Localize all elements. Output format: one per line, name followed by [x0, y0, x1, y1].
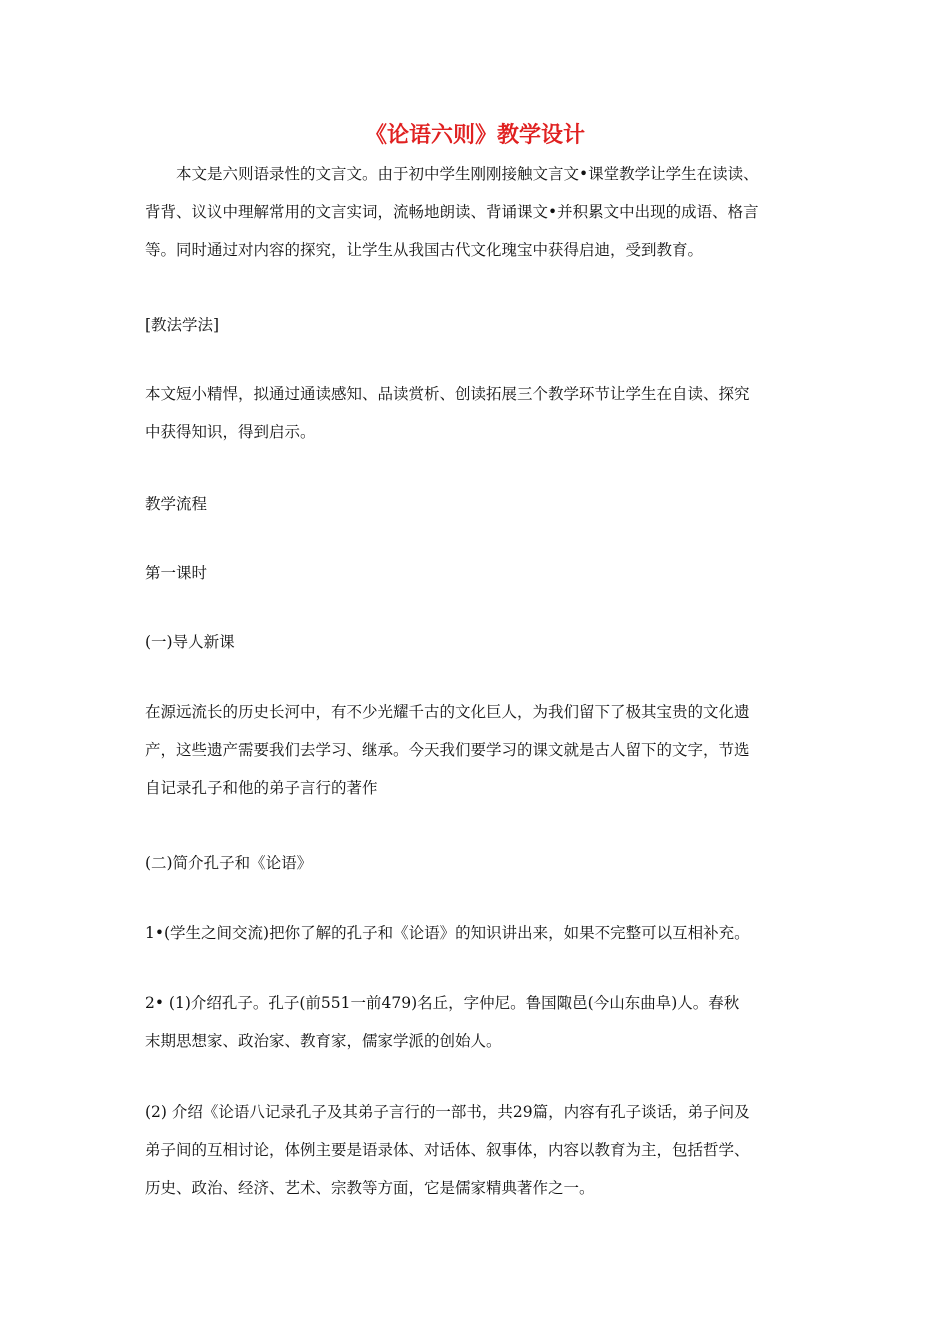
- intro-line: 本文是六则语录性的文言文。由于初中学生刚刚接触文言文•课堂教学让学生在读读、: [176, 165, 759, 183]
- section2-heading: (二)简介孔子和《论语》: [145, 854, 313, 872]
- item2-line: 末期思想家、政治家、教育家，儒家学派的创始人。: [145, 1032, 502, 1050]
- intro-line: 背背、议议中理解常用的文言实词，流畅地朗读、背诵课文•并积累文中出现的成语、格言: [145, 203, 759, 221]
- item2-paragraph: [145, 987, 810, 1058]
- item3-line: 历史、政治、经济、艺术、宗教等方面，它是儒家精典著作之一。: [145, 1179, 595, 1197]
- document-title: 《论语六则》教学设计: [364, 123, 585, 148]
- section1-paragraph: [145, 696, 810, 805]
- section1-line: 在源远流长的历史长河中，有不少光耀千古的文化巨人，为我们留下了极其宝贵的文化遗: [145, 703, 750, 721]
- method-line: 中获得知识，得到启示。: [145, 423, 316, 441]
- section1-line: 自记录孔子和他的弟子言行的著作: [145, 779, 378, 797]
- item1-paragraph: 1•(学生之间交流)把你了解的孔子和《论语》的知识讲出来，如果不完整可以互相补充。: [145, 924, 750, 942]
- method-line: 本文短小精悍，拟通过通读感知、品读赏析、创读拓展三个教学环节让学生在自读、探究: [145, 385, 750, 403]
- section1-line: 产，这些遗产需要我们去学习、继承。今天我们要学习的课文就是古人留下的文字，节选: [145, 741, 750, 759]
- flow-heading: 教学流程: [145, 495, 208, 513]
- item3-paragraph: [145, 1096, 810, 1205]
- item2-line: 2• (1)介绍孔子。孔子(前551一前479)名丘，字仲尼。鲁国陬邑(今山东曲阜)人。春秋: [145, 994, 740, 1012]
- section1-heading: (一)导人新课: [145, 633, 235, 651]
- item3-line: (2) 介绍《论语八记录孔子及其弟子言行的一部书，共29篇，内容有孔子谈话，弟子问及: [145, 1103, 750, 1121]
- method-paragraph: [145, 378, 810, 449]
- method-heading: [教法学法]: [145, 316, 220, 334]
- lesson-heading: 第一课时: [145, 564, 208, 582]
- intro-paragraph: [145, 158, 810, 267]
- item3-line: 弟子间的互相讨论，体例主要是语录体、对话体、叙事体，内容以教育为主，包括哲学、: [145, 1141, 750, 1159]
- intro-line: 等。同时通过对内容的探究，让学生从我国古代文化瑰宝中获得启迪，受到教育。: [145, 241, 704, 259]
